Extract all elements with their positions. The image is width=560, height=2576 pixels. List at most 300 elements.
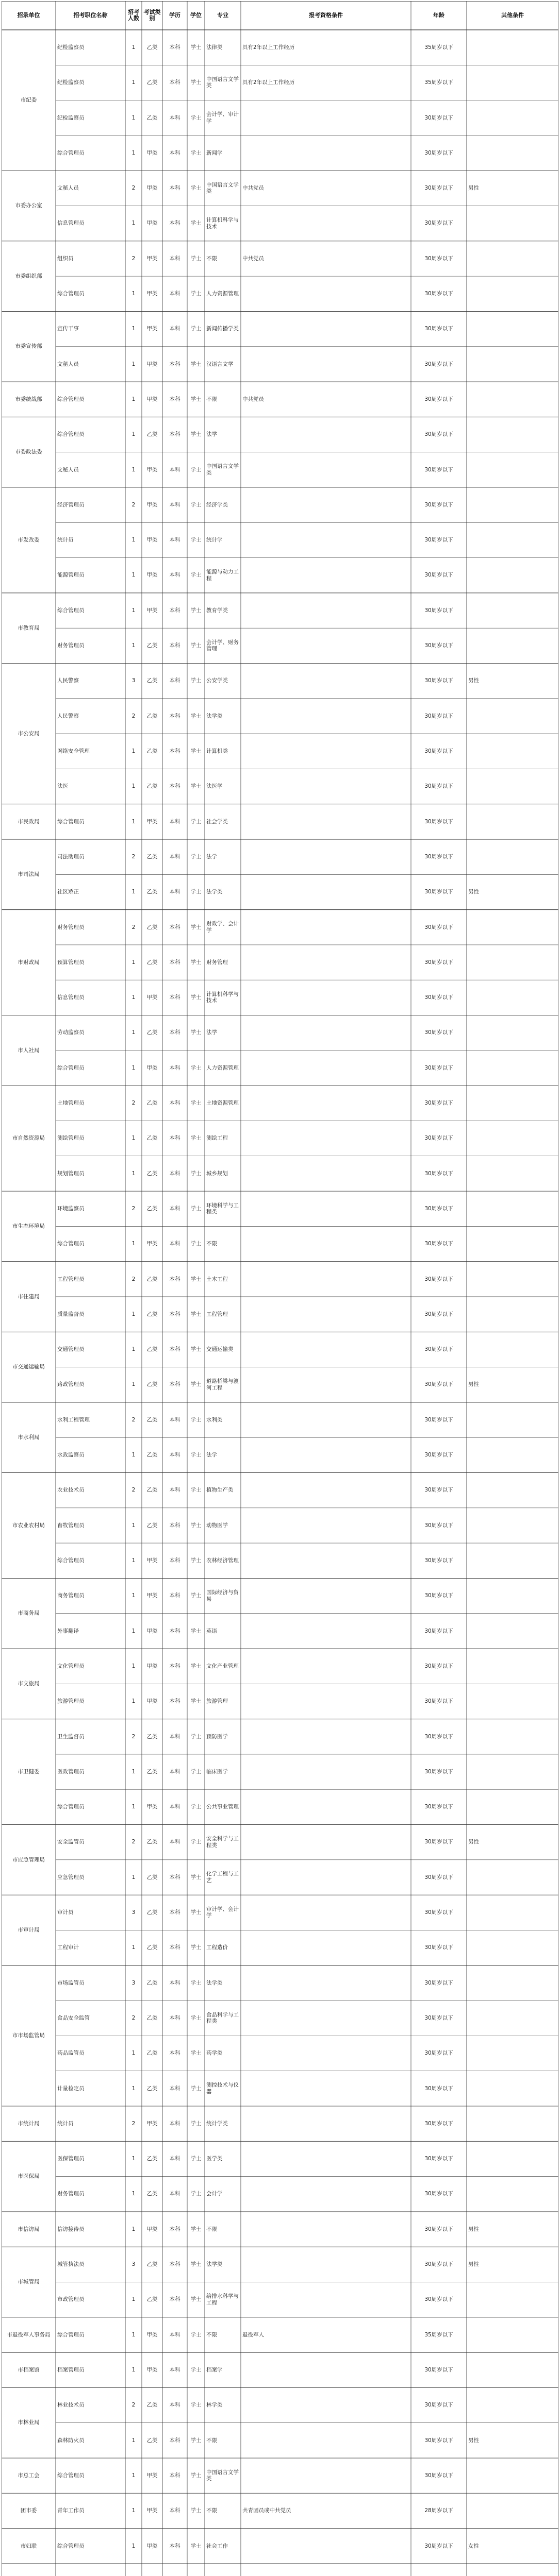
- cell-degree: 学士: [190, 220, 202, 227]
- cell-major: 不限: [206, 2437, 217, 2444]
- cell-other: [467, 1472, 558, 1507]
- cell-degree: 学士: [190, 2085, 202, 2092]
- cell-title: 预算管理员: [57, 959, 85, 965]
- cell-edu: 本科: [169, 1346, 180, 1353]
- column-header: 招录单位: [17, 11, 40, 19]
- cell-age: 30周岁以下: [424, 1276, 453, 1282]
- cell-degree: 学士: [190, 501, 202, 508]
- cell-exam: 乙类: [146, 1768, 158, 1775]
- cell-cond: [241, 663, 411, 698]
- cell-degree: 学士: [190, 1205, 202, 1212]
- cell-exam: 乙类: [146, 1416, 158, 1423]
- cell-count: 1: [131, 114, 136, 121]
- cell-title: 测绘管理员: [57, 1135, 85, 1142]
- column-header: 其他条件: [501, 11, 524, 19]
- cell-title: 林业技术员: [57, 2402, 85, 2409]
- cell-count: 2: [131, 1839, 136, 1845]
- cell-title: 计量检定员: [57, 2085, 85, 2092]
- cell-other: [467, 839, 558, 874]
- cell-other: [467, 699, 558, 734]
- cell-title: 工程管理员: [57, 1276, 85, 1282]
- cell-count: 1: [131, 2050, 136, 2057]
- cell-cond: [241, 2177, 411, 2212]
- cell-edu: 本科: [169, 713, 180, 719]
- cell-degree: 学士: [190, 853, 202, 860]
- cell-count: 1: [131, 1557, 136, 1564]
- cell-degree: 学士: [190, 361, 202, 367]
- cell-cond: [241, 311, 411, 346]
- cell-count: 1: [131, 537, 136, 544]
- unit-name: 市统计局: [18, 2120, 40, 2127]
- cell-age: 30周岁以下: [424, 1768, 453, 1775]
- cell-other: [467, 1050, 558, 1086]
- cell-cond: [241, 1789, 411, 1824]
- cell-count: 3: [131, 1979, 136, 1986]
- cell-edu: 本科: [169, 889, 180, 895]
- cell-title: 信访接待员: [57, 2226, 85, 2232]
- cell-count: 1: [131, 1874, 136, 1880]
- cell-other: [467, 417, 558, 452]
- cell-title: 医政管理员: [57, 1768, 85, 1775]
- cell-other: [467, 1191, 558, 1226]
- cell-age: 30周岁以下: [424, 783, 453, 790]
- cell-count: 1: [131, 572, 136, 579]
- cell-other: [467, 1437, 558, 1472]
- cell-title: 旅游管理员: [57, 1698, 85, 1705]
- cell-degree: 学士: [190, 2296, 202, 2303]
- cell-major: 不限: [206, 396, 217, 402]
- cell-title: 综合管理员: [57, 1241, 85, 1247]
- cell-title: 文秘人员: [57, 466, 79, 473]
- cell-age: 30周岁以下: [424, 501, 453, 508]
- cell-edu: 本科: [169, 1487, 180, 1494]
- cell-count: 1: [131, 783, 136, 790]
- cell-major: 食品科学与工程类: [206, 2011, 239, 2025]
- cell-other: 男性: [468, 889, 479, 895]
- cell-cond: [241, 1297, 411, 1332]
- cell-exam: 乙类: [146, 924, 158, 930]
- cell-major: 会计学: [206, 2191, 223, 2197]
- cell-exam: 甲类: [146, 220, 158, 227]
- cell-edu: 本科: [169, 1452, 180, 1459]
- cell-degree: 学士: [190, 1979, 202, 1986]
- cell-degree: 学士: [190, 2472, 202, 2479]
- cell-edu: 本科: [169, 1979, 180, 1986]
- cell-count: 1: [131, 642, 136, 649]
- column-header: 专业: [217, 11, 228, 19]
- cell-age: 30周岁以下: [424, 2543, 453, 2549]
- cell-exam: 乙类: [146, 1487, 158, 1494]
- cell-count: 1: [131, 1452, 136, 1459]
- cell-degree: 学士: [190, 1487, 202, 1494]
- cell-title: 市场监管员: [57, 1979, 85, 1986]
- cell-count: 1: [131, 1663, 136, 1669]
- column-header: 年龄: [433, 11, 444, 19]
- cell-title: 统计员: [57, 537, 74, 544]
- cell-exam: 乙类: [146, 1170, 158, 1177]
- cell-edu: 本科: [169, 44, 180, 50]
- cell-exam: 甲类: [146, 1064, 158, 1071]
- cell-count: 1: [131, 1135, 136, 1142]
- cell-other: [467, 1121, 558, 1156]
- unit-name: 市委办公室: [15, 202, 42, 209]
- unit-name: 市委统战部: [15, 396, 42, 402]
- cell-count: 2: [131, 1487, 136, 1494]
- cell-degree: 学士: [190, 2402, 202, 2409]
- cell-degree: 学士: [190, 114, 202, 121]
- cell-age: 30周岁以下: [424, 994, 453, 1001]
- cell-cond: [241, 1860, 411, 1895]
- cell-major: 社会工作: [206, 2543, 228, 2549]
- cell-other: [467, 734, 558, 769]
- cell-degree: 学士: [190, 466, 202, 473]
- cell-cond: 具有2年以上工作经历: [242, 44, 295, 50]
- cell-age: 30周岁以下: [424, 149, 453, 156]
- cell-cond: [241, 2212, 411, 2247]
- cell-major: 给排水科学与工程: [206, 2293, 239, 2306]
- cell-cond: [241, 2387, 411, 2422]
- cell-age: 30周岁以下: [424, 537, 453, 544]
- cell-cond: [241, 452, 411, 487]
- cell-edu: 本科: [169, 1874, 180, 1880]
- cell-other: [467, 347, 558, 382]
- cell-count: 1: [131, 2367, 136, 2373]
- cell-exam: 甲类: [146, 1592, 158, 1599]
- cell-count: 1: [131, 2472, 136, 2479]
- cell-edu: 本科: [169, 1311, 180, 1317]
- cell-major: 不限: [206, 255, 217, 262]
- cell-title: 财务管理员: [57, 924, 85, 930]
- cell-degree: 学士: [190, 607, 202, 614]
- unit-name: [2, 2564, 56, 2576]
- cell-other: [467, 1965, 558, 2001]
- cell-count: 1: [131, 466, 136, 473]
- cell-other: [467, 1649, 558, 1684]
- cell-major: 新闻学: [206, 149, 223, 156]
- cell-edu: 本科: [169, 1663, 180, 1669]
- cell-degree: 学士: [190, 2543, 202, 2549]
- cell-cond: [241, 769, 411, 804]
- cell-degree: 学士: [190, 185, 202, 192]
- cell-other: [467, 558, 558, 593]
- cell-edu: 本科: [169, 501, 180, 508]
- cell-title: 纪检监察员: [57, 44, 85, 50]
- cell-age: 30周岁以下: [424, 1205, 453, 1212]
- cell-exam: 甲类: [146, 607, 158, 614]
- cell-major: 土地资源管理: [206, 1100, 239, 1107]
- cell-major: 法学: [206, 1029, 217, 1036]
- cell-major: 林学类: [206, 2402, 223, 2409]
- cell-exam: 乙类: [146, 1276, 158, 1282]
- unit-name: 市自然资源局: [12, 1135, 45, 1142]
- cell-exam: 甲类: [146, 185, 158, 192]
- cell-edu: 本科: [169, 2191, 180, 2197]
- cell-other: [467, 1895, 558, 1930]
- cell-cond: [241, 1614, 411, 1649]
- cell-cond: [241, 2036, 411, 2071]
- cell-degree: 学士: [190, 1346, 202, 1353]
- cell-cond: [241, 874, 411, 909]
- cell-cond: [241, 1684, 411, 1719]
- cell-age: 35周岁以下: [424, 79, 453, 86]
- cell-title: 纪检监察员: [57, 79, 85, 86]
- cell-count: 2: [131, 1100, 136, 1107]
- cell-major: 经济学类: [206, 501, 228, 508]
- cell-degree: 学士: [190, 2050, 202, 2057]
- cell-major: 统计学类: [206, 2120, 228, 2127]
- cell-count: 2: [131, 853, 136, 860]
- cell-title: 统计员: [57, 2120, 74, 2127]
- cell-edu: 本科: [169, 2543, 180, 2549]
- cell-count: 2: [131, 1733, 136, 1740]
- cell-cond: [241, 1156, 411, 1191]
- cell-degree: 学士: [190, 149, 202, 156]
- cell-major: 临床医学: [206, 1768, 228, 1775]
- cell-major: 安全科学与工程类: [206, 1836, 239, 1849]
- cell-title: 森林防火员: [57, 2437, 85, 2444]
- cell-exam: 乙类: [146, 2014, 158, 2021]
- cell-degree: 学士: [190, 1276, 202, 1282]
- cell-major: 城乡规划: [206, 1170, 228, 1177]
- cell-edu: 本科: [169, 1416, 180, 1423]
- cell-age: 30周岁以下: [424, 255, 453, 262]
- cell-major: 教育学类: [206, 607, 228, 614]
- cell-count: 3: [131, 1909, 136, 1916]
- cell-edu: 本科: [169, 1205, 180, 1212]
- cell-exam: 甲类: [146, 1663, 158, 1669]
- cell-degree: 学士: [190, 1557, 202, 1564]
- cell-cond: [241, 839, 411, 874]
- cell-age: 30周岁以下: [424, 1557, 453, 1564]
- cell-cond: 中共党员: [242, 255, 264, 262]
- cell-other: [467, 100, 558, 135]
- cell-exam: 甲类: [146, 537, 158, 544]
- cell-title: 环境监察员: [57, 1205, 85, 1212]
- cell-cond: [241, 1578, 411, 1613]
- cell-age: 30周岁以下: [424, 818, 453, 825]
- cell-exam: 乙类: [146, 853, 158, 860]
- cell-exam: 甲类: [146, 2120, 158, 2127]
- cell-other: [467, 1156, 558, 1191]
- cell-other: [467, 135, 558, 171]
- cell-age: 30周岁以下: [424, 1064, 453, 1071]
- cell-cond: 退役军人: [242, 2331, 264, 2338]
- cell-edu: 本科: [169, 642, 180, 649]
- cell-title: 畜牧管理员: [57, 1522, 85, 1529]
- cell-other: [467, 2317, 558, 2352]
- cell-major: 环境科学与工程类: [206, 1202, 239, 1215]
- cell-exam: 乙类: [146, 1029, 158, 1036]
- cell-exam: 乙类: [146, 1381, 158, 1388]
- cell-degree: 学士: [190, 642, 202, 649]
- cell-count: 1: [131, 1064, 136, 1071]
- cell-degree: 学士: [190, 44, 202, 50]
- cell-major: 审计学、会计学: [206, 1906, 239, 1919]
- cell-title: 社区矫正: [57, 889, 79, 895]
- cell-edu: 本科: [169, 149, 180, 156]
- cell-count: 2: [131, 185, 136, 192]
- cell-title: 综合管理员: [57, 2543, 85, 2549]
- cell-title: 交通管理员: [57, 1346, 85, 1353]
- cell-exam: 乙类: [146, 1979, 158, 1986]
- cell-exam: 乙类: [146, 959, 158, 965]
- cell-age: 30周岁以下: [424, 1663, 453, 1669]
- cell-cond: [241, 1367, 411, 1402]
- cell-edu: 本科: [169, 2014, 180, 2021]
- cell-degree: 学士: [190, 1733, 202, 1740]
- cell-major: 水利类: [206, 1416, 223, 1423]
- cell-exam: 甲类: [146, 2226, 158, 2232]
- unit-name: 市委政法委: [15, 449, 42, 455]
- cell-count: 1: [131, 2156, 136, 2162]
- cell-edu: 本科: [169, 79, 180, 86]
- cell-count: 1: [131, 326, 136, 332]
- cell-other: [467, 1684, 558, 1719]
- cell-cond: [241, 1402, 411, 1437]
- cell-exam: 乙类: [146, 79, 158, 86]
- cell-other: [467, 1086, 558, 1121]
- cell-other: [467, 311, 558, 346]
- cell-age: 30周岁以下: [424, 361, 453, 367]
- cell-count: 1: [131, 2085, 136, 2092]
- cell-edu: 本科: [169, 572, 180, 579]
- cell-degree: 学士: [190, 396, 202, 402]
- cell-major: 英语: [206, 1628, 217, 1634]
- cell-age: 30周岁以下: [424, 1698, 453, 1705]
- cell-cond: [241, 1050, 411, 1086]
- cell-age: 30周岁以下: [424, 220, 453, 227]
- cell-exam: 乙类: [146, 44, 158, 50]
- cell-edu: 本科: [169, 853, 180, 860]
- cell-cond: [241, 100, 411, 135]
- cell-cond: [241, 1825, 411, 1860]
- cell-other: [467, 1860, 558, 1895]
- cell-count: 1: [131, 2543, 136, 2549]
- cell-cond: [241, 628, 411, 663]
- cell-age: 30周岁以下: [424, 2261, 453, 2268]
- cell-degree: 学士: [190, 291, 202, 297]
- cell-count: 1: [131, 361, 136, 367]
- cell-title: [56, 2564, 125, 2576]
- cell-edu: 本科: [169, 1029, 180, 1036]
- cell-exam: 乙类: [146, 677, 158, 684]
- cell-degree: 学士: [190, 994, 202, 1001]
- cell-other: [467, 2564, 558, 2576]
- cell-degree: 学士: [190, 1241, 202, 1247]
- cell-exam: 甲类: [146, 361, 158, 367]
- cell-age: 30周岁以下: [424, 185, 453, 192]
- cell-major: 会计学、审计学: [206, 111, 239, 124]
- cell-count: 2: [131, 1276, 136, 1282]
- unit-name: 市审计局: [18, 1927, 40, 1934]
- cell-count: 1: [131, 1522, 136, 1529]
- cell-other: [467, 65, 558, 100]
- cell-edu: 本科: [169, 2507, 180, 2514]
- cell-edu: 本科: [169, 1381, 180, 1388]
- cell-other: 男性: [468, 185, 479, 192]
- cell-edu: 本科: [169, 1592, 180, 1599]
- cell-count: 1: [131, 149, 136, 156]
- cell-count: 1: [131, 1029, 136, 1036]
- cell-title: 综合管理员: [57, 607, 85, 614]
- cell-edu: 本科: [169, 1100, 180, 1107]
- cell-degree: 学士: [190, 713, 202, 719]
- cell-major: 交通运输类: [206, 1346, 234, 1353]
- cell-count: 1: [131, 44, 136, 50]
- cell-other: [467, 2106, 558, 2141]
- cell-other: [467, 980, 558, 1015]
- cell-cond: [241, 1086, 411, 1121]
- cell-other: [467, 1332, 558, 1367]
- cell-other: [467, 276, 558, 311]
- cell-degree: 学士: [190, 924, 202, 930]
- cell-cond: [241, 1965, 411, 2001]
- cell-cond: [241, 2458, 411, 2493]
- cell-cond: [241, 2106, 411, 2141]
- cell-edu: 本科: [169, 326, 180, 332]
- cell-degree: 学士: [190, 2261, 202, 2268]
- cell-other: [467, 2493, 558, 2528]
- cell-major: 药学类: [206, 2050, 223, 2057]
- cell-exam: 乙类: [146, 1733, 158, 1740]
- cell-degree: 学士: [190, 1064, 202, 1071]
- cell-major: 工程造价: [206, 1944, 228, 1951]
- cell-major: 法学类: [206, 2261, 223, 2268]
- cell-age: 30周岁以下: [424, 2156, 453, 2162]
- cell-degree: 学士: [190, 1804, 202, 1810]
- column-header: 学位: [190, 11, 202, 19]
- cell-exam: 甲类: [146, 255, 158, 262]
- cell-other: 男性: [468, 2226, 479, 2232]
- unit-name: 市市场监管局: [12, 2032, 45, 2039]
- cell-degree: 学士: [190, 1874, 202, 1880]
- cell-degree: 学士: [190, 889, 202, 895]
- cell-age: 30周岁以下: [424, 959, 453, 965]
- cell-age: 30周岁以下: [424, 2014, 453, 2021]
- cell-count: 1: [131, 431, 136, 438]
- cell-age: 30周岁以下: [424, 1346, 453, 1353]
- cell-edu: 本科: [169, 1522, 180, 1529]
- cell-edu: 本科: [169, 2331, 180, 2338]
- cell-count: 2: [131, 255, 136, 262]
- cell-edu: 本科: [169, 2402, 180, 2409]
- column-header: 招考人数: [128, 8, 139, 22]
- cell-major: 不限: [206, 2226, 217, 2232]
- cell-major: 会计学、财务管理: [206, 639, 239, 652]
- cell-edu: 本科: [169, 2156, 180, 2162]
- cell-major: 预防医学: [206, 1733, 228, 1740]
- cell-cond: [241, 417, 411, 452]
- cell-age: 30周岁以下: [424, 1100, 453, 1107]
- cell-count: 1: [131, 1804, 136, 1810]
- cell-title: 综合管理员: [57, 2331, 85, 2338]
- cell-edu: 本科: [169, 1276, 180, 1282]
- cell-other: [467, 1543, 558, 1578]
- cell-edu: 本科: [169, 2437, 180, 2444]
- cell-cond: [241, 558, 411, 593]
- cell-exam: 乙类: [146, 114, 158, 121]
- cell-major: 文化产业管理: [206, 1663, 239, 1669]
- column-header: 招考职位名称: [73, 11, 108, 19]
- cell-age: 30周岁以下: [424, 1311, 453, 1317]
- cell-major: 测控技术与仪器: [206, 2082, 239, 2095]
- cell-title: 法医: [57, 783, 68, 790]
- cell-count: 1: [131, 1311, 136, 1317]
- cell-title: 文化管理员: [57, 1663, 85, 1669]
- cell-major: 法学: [206, 853, 217, 860]
- cell-major: 计算机科学与技术: [206, 217, 239, 230]
- cell-major: 中国语言文学类: [206, 463, 239, 476]
